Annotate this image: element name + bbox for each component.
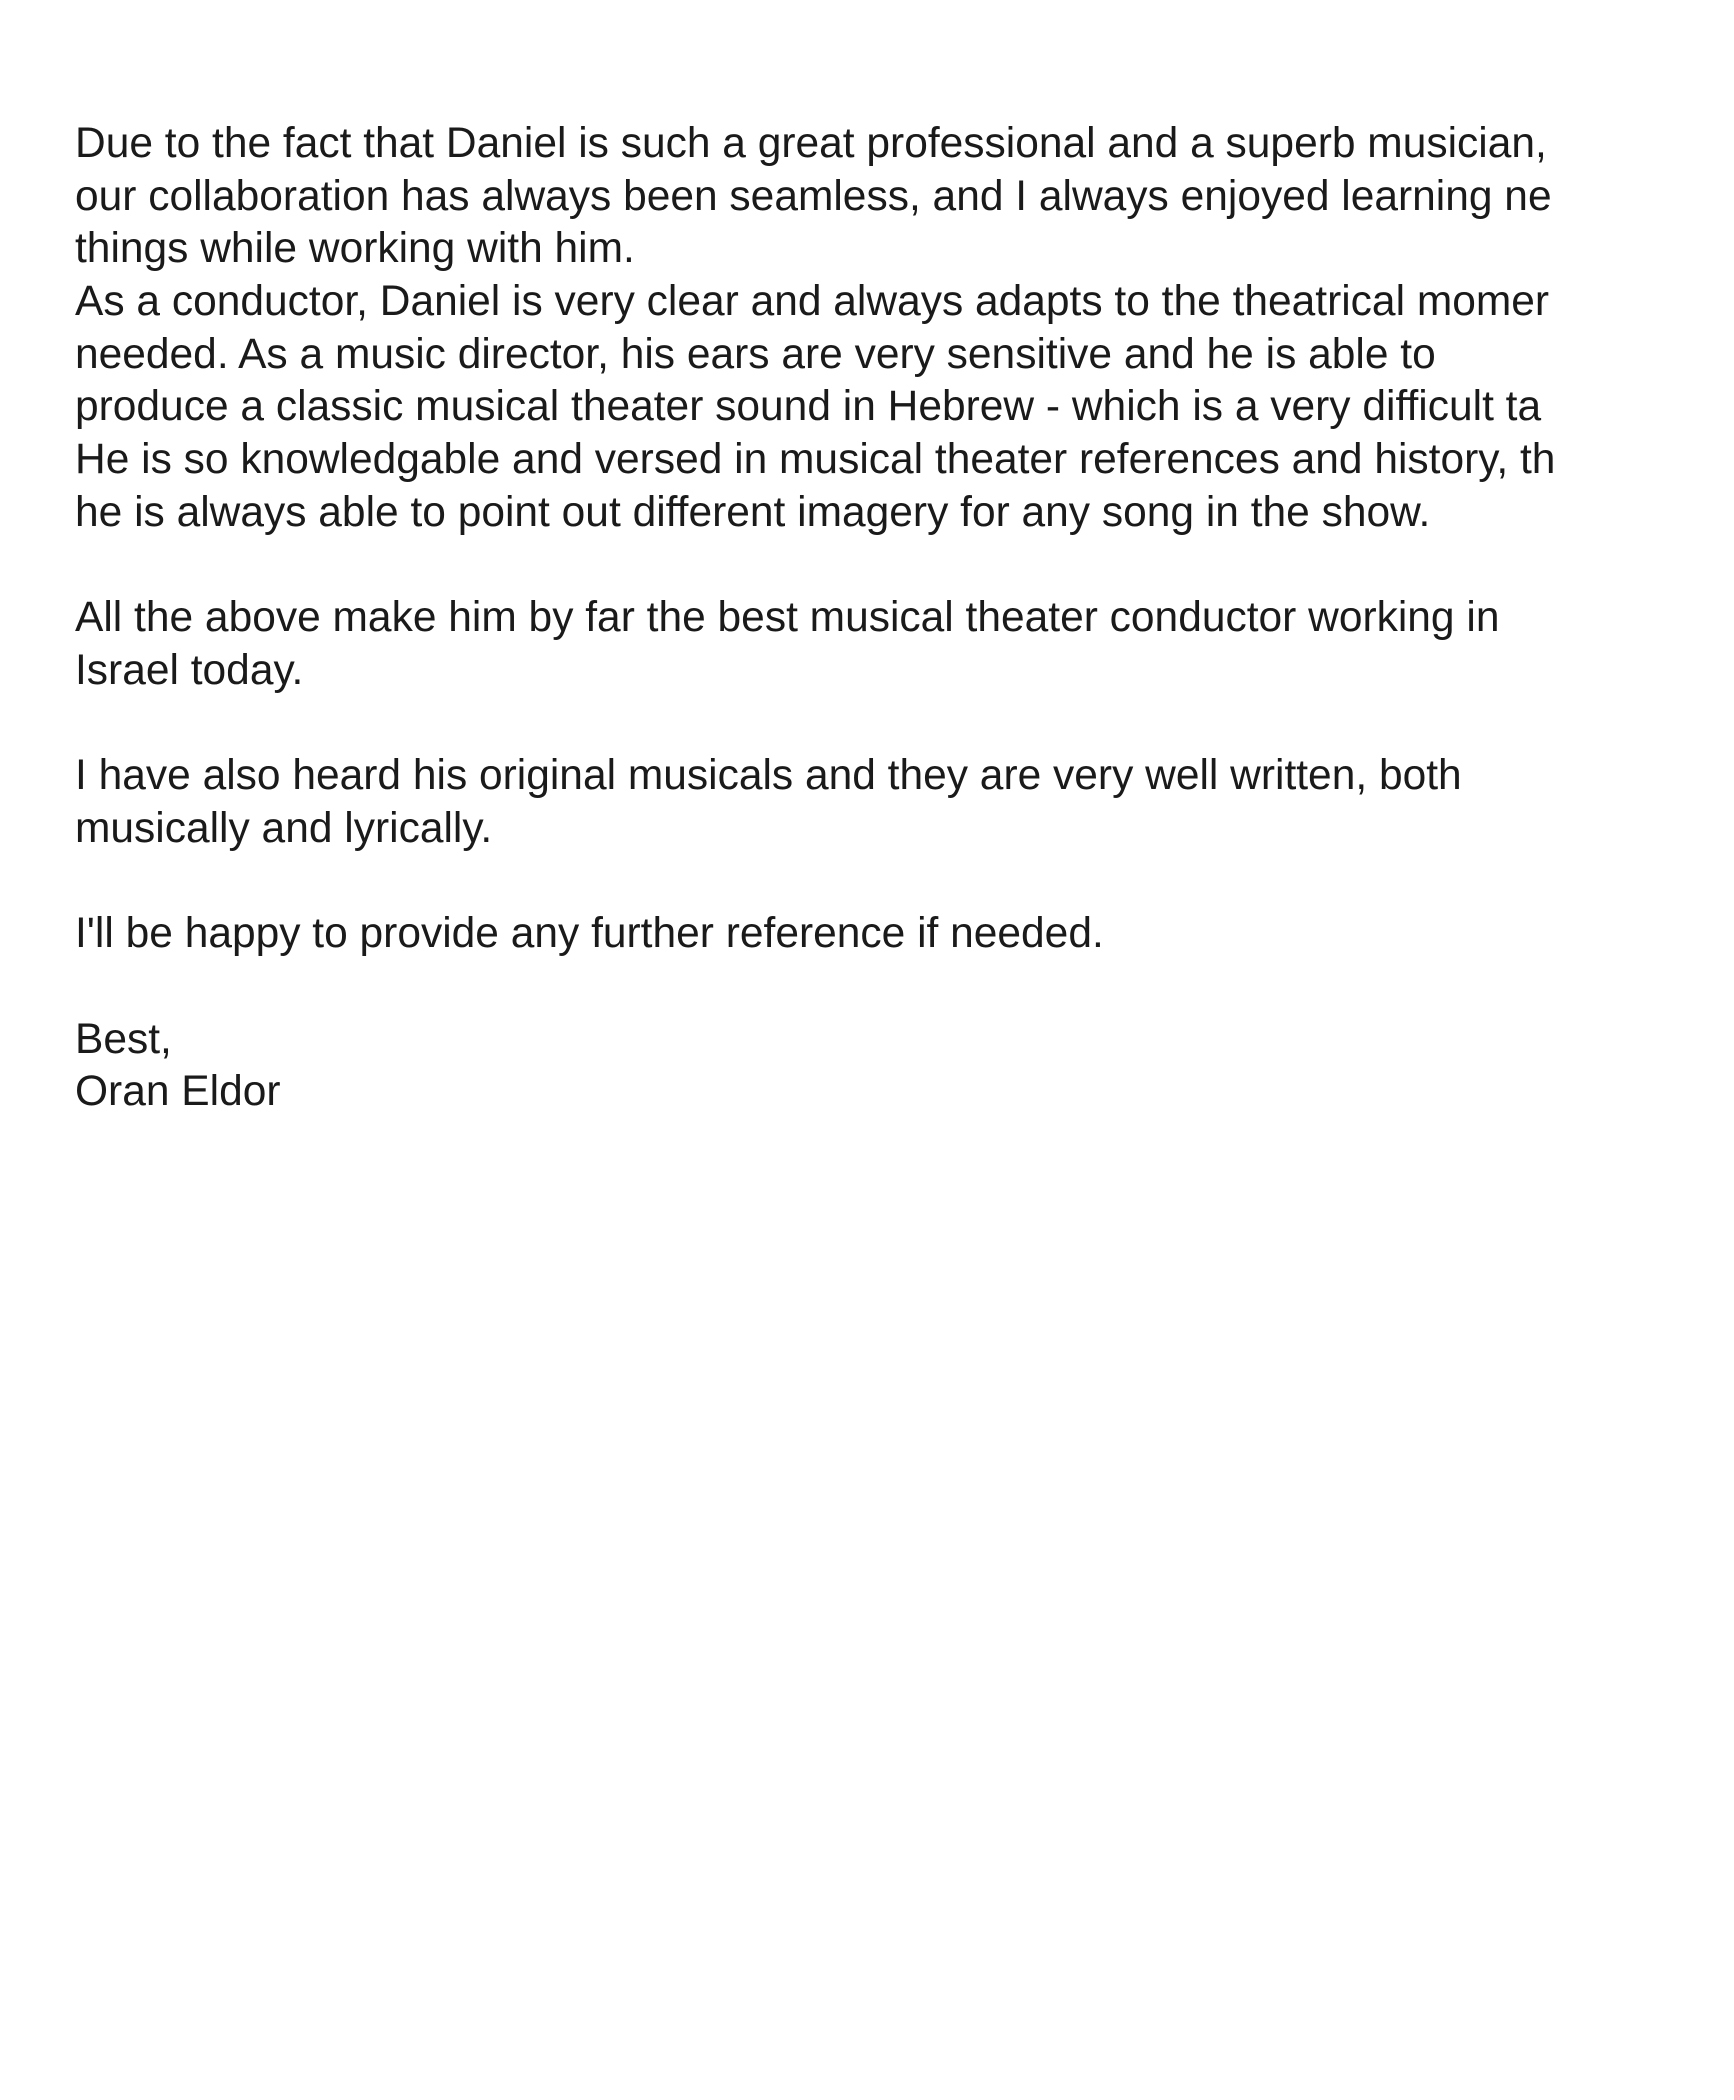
text-line: produce a classic musical theater sound in Hebrew - which is a very difficult ta	[75, 383, 1542, 431]
paragraph-1	[75, 118, 1612, 540]
text-line: He is so knowledgable and versed in musical theater references and history, th	[75, 436, 1556, 484]
paragraph-spacer	[75, 856, 1612, 909]
paragraph-2	[75, 592, 1612, 697]
text-line: Due to the fact that Daniel is such a great professional and a superb musician,	[75, 120, 1547, 167]
paragraph-4	[75, 908, 1612, 961]
letter-body	[75, 118, 1612, 1119]
paragraph-3	[75, 750, 1612, 855]
text-line: As a conductor, Daniel is very clear and always adapts to the theatrical momer	[75, 278, 1550, 326]
paragraph-spacer	[75, 540, 1612, 593]
text-line: things while working with him.	[75, 225, 635, 273]
text-line: All the above make him by far the best musical theater conductor working in	[75, 594, 1500, 642]
text-line: needed. As a music director, his ears are very sensitive and he is able to	[75, 330, 1436, 378]
text-line: our collaboration has always been seamless, and I always enjoyed learning ne	[75, 172, 1552, 220]
text-line: I'll be happy to provide any further reference if needed.	[75, 910, 1104, 958]
text-line: he is always able to point out different imagery for any song in the show.	[75, 488, 1431, 536]
text-line: I have also heard his original musicals and they are very well written, both	[75, 752, 1462, 800]
text-line: musically and lyrically.	[75, 804, 493, 852]
closing: Best,	[75, 1015, 172, 1063]
paragraph-spacer	[75, 698, 1612, 751]
signature-name: Oran Eldor	[75, 1068, 281, 1116]
paragraph-spacer	[75, 961, 1612, 1014]
text-line: Israel today.	[75, 646, 304, 694]
